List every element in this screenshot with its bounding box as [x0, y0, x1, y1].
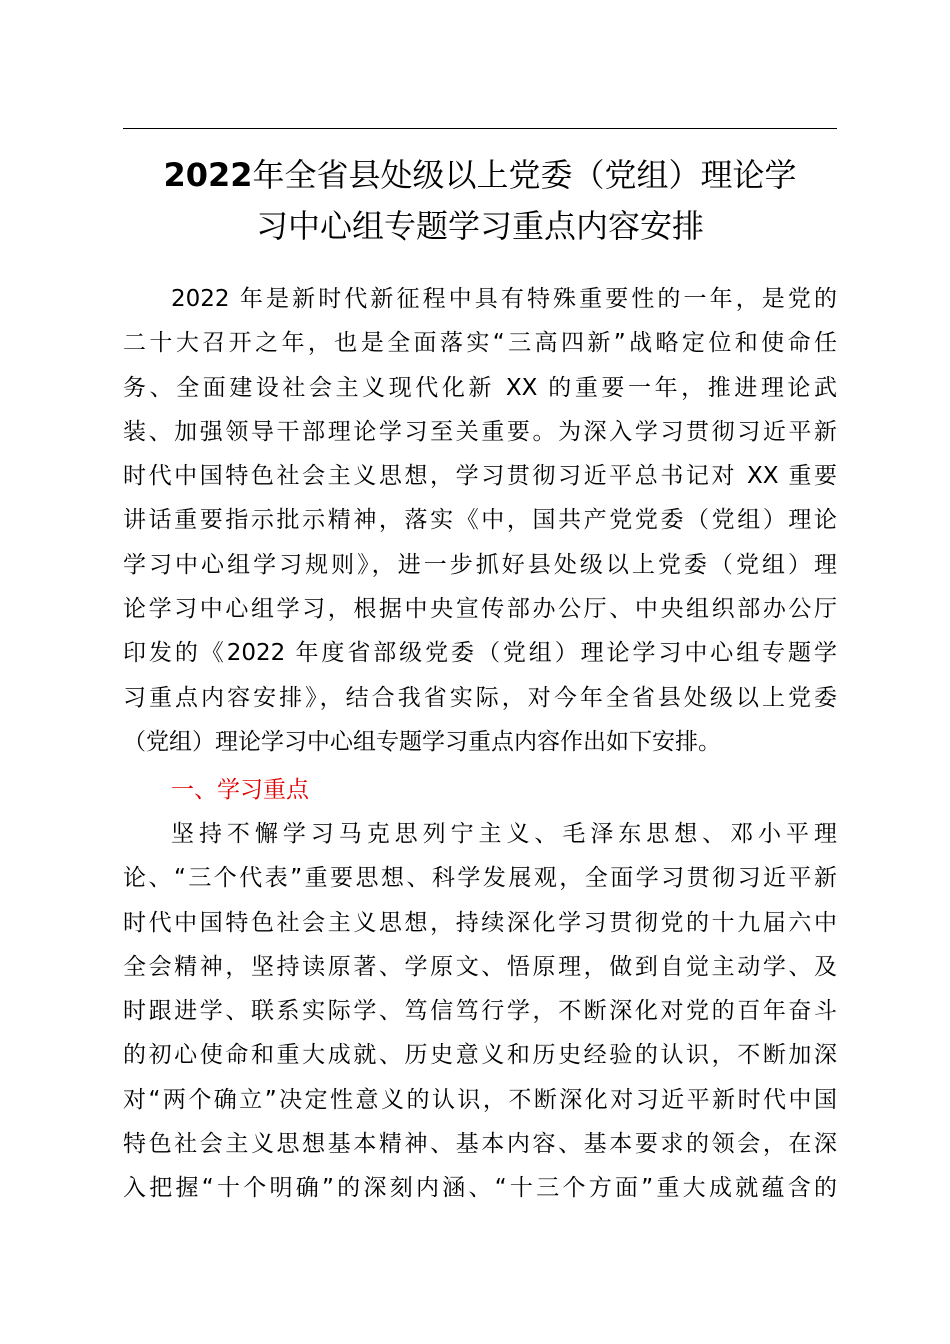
- intro-paragraph: [123, 277, 837, 764]
- paragraph-line: 时代中国特色社会主义思想，学习贯彻习近平总书记对 XX 重要: [123, 463, 837, 490]
- paragraph-line: 时代中国特色社会主义思想，持续深化学习贯彻党的十九届六中: [123, 909, 837, 936]
- title-line-1-text: 年全省县处级以上党委（党组）理论学: [252, 156, 797, 194]
- paragraph-line: 习重点内容安排》，结合我省实际，对今年全省县处级以上党委: [123, 684, 837, 711]
- section-heading: 一、学习重点: [171, 777, 309, 803]
- paragraph-line: 装、加强领导干部理论学习至关重要。为深入学习贯彻习近平新: [123, 418, 837, 445]
- paragraph-line: 全会精神，坚持读原著、学原文、悟原理，做到自觉主动学、及: [123, 953, 837, 980]
- paragraph-line: 论、“三个代表”重要思想、科学发展观，全面学习贯彻习近平新: [123, 865, 837, 892]
- paragraph-line: 印发的《2022 年度省部级党委（党组）理论学习中心组专题学: [123, 640, 837, 667]
- paragraph-line: 论学习中心组学习，根据中央宣传部办公厅、中央组织部办公厅: [123, 596, 837, 623]
- paragraph-line: 对“两个确立”决定性意义的认识，不断深化对习近平新时代中国: [123, 1086, 837, 1113]
- paragraph-line: 时跟进学、联系实际学、笃信笃行学，不断深化对党的百年奋斗: [123, 998, 837, 1025]
- paragraph-line: 的初心使命和重大成就、历史意义和历史经验的认识，不断加深: [123, 1042, 837, 1069]
- study-focus-paragraph: [123, 812, 837, 1211]
- paragraph-line: 2022 年是新时代新征程中具有特殊重要性的一年，是党的: [171, 286, 837, 312]
- title-line-1: [100, 156, 860, 194]
- paragraph-line: 学习中心组学习规则》，进一步抓好县处级以上党委（党组）理: [123, 551, 837, 578]
- paragraph-line: 讲话重要指示批示精神，落实《中，国共产党党委（党组）理论: [123, 507, 837, 534]
- paragraph-line: 二十大召开之年，也是全面落实“三高四新”战略定位和使命任: [123, 330, 837, 357]
- paragraph-line: 入把握“十个明确”的深刻内涵、“十三个方面”重大成就蕴含的: [123, 1175, 837, 1202]
- paragraph-line: （党组）理论学习中心组专题学习重点内容作出如下安排。: [123, 728, 721, 755]
- title-year: 2022: [163, 156, 253, 194]
- paragraph-line: 特色社会主义思想基本精神、基本内容、基本要求的领会，在深: [123, 1131, 837, 1158]
- header-rule: [123, 128, 837, 129]
- title-line-2: 习中心组专题学习重点内容安排: [255, 207, 704, 245]
- paragraph-line: 务、全面建设社会主义现代化新 XX 的重要一年，推进理论武: [123, 374, 837, 401]
- paragraph-line: 坚持不懈学习马克思列宁主义、毛泽东思想、邓小平理: [171, 821, 837, 847]
